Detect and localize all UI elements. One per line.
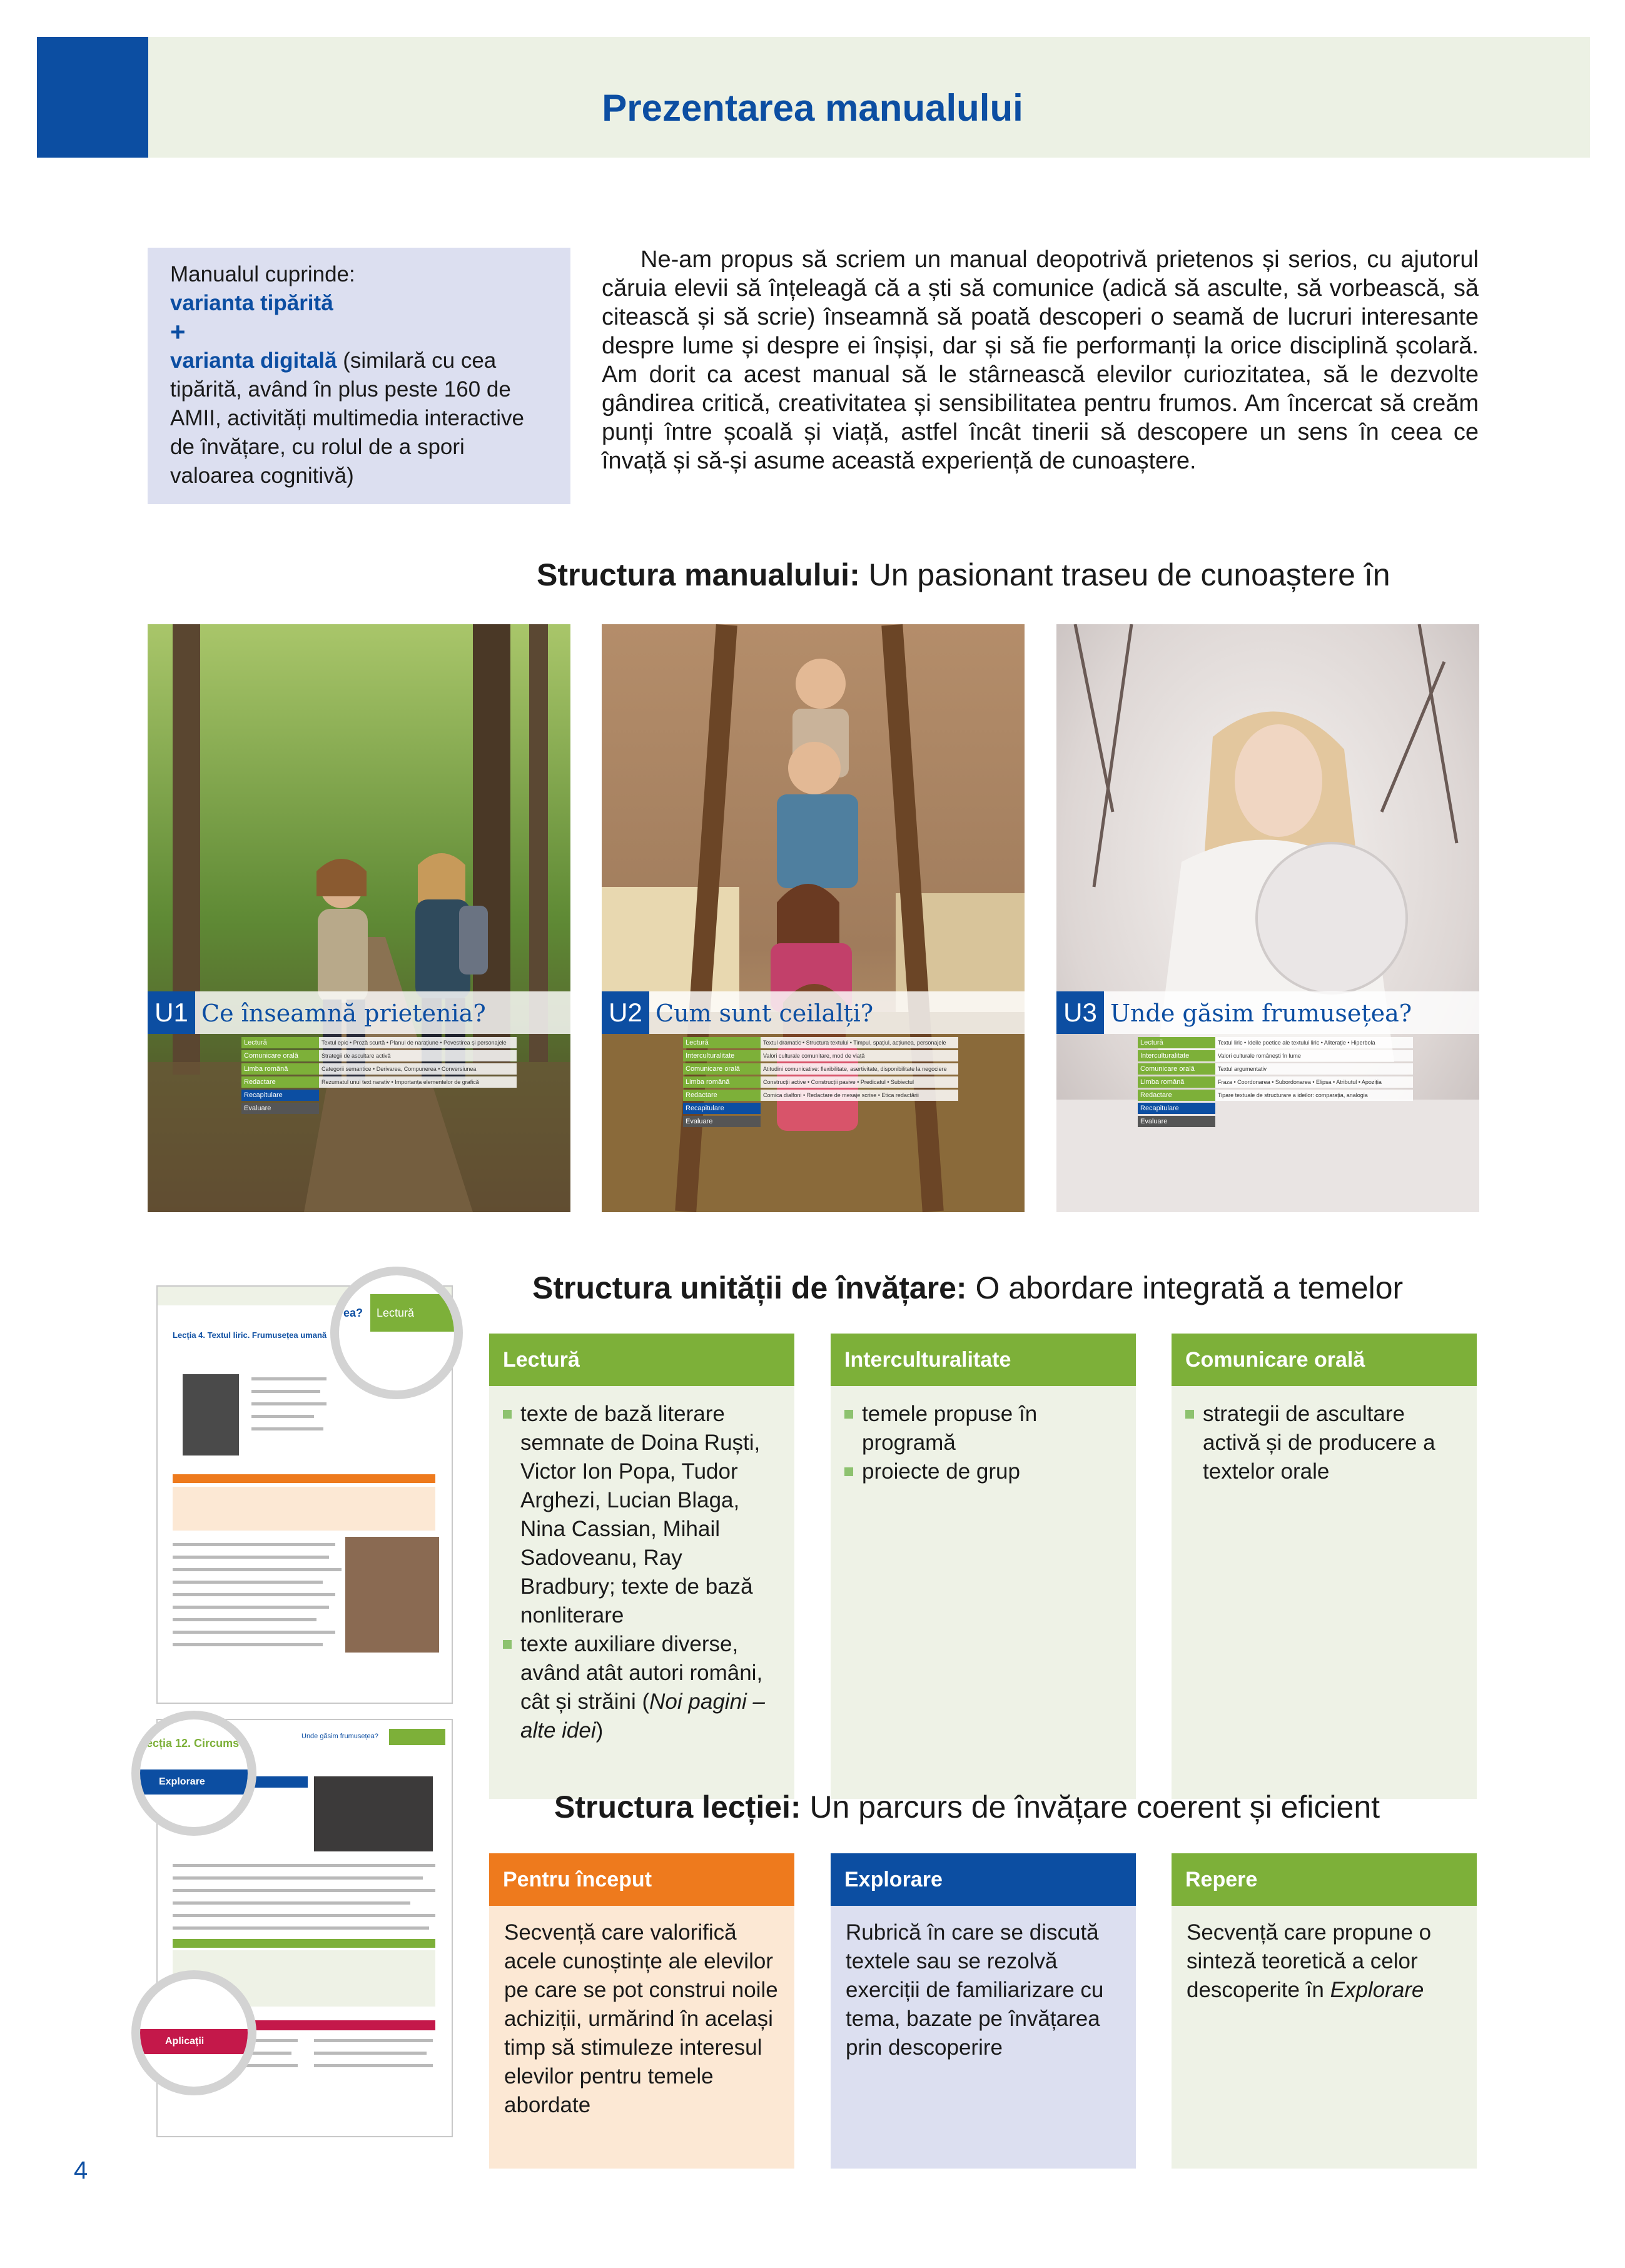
thumb-lesson-title: Lecția 4. Textul liric. Frumusețea umană [173, 1330, 327, 1340]
card-repere-body [1172, 1906, 1477, 2169]
card-pentru-inceput [489, 1853, 794, 2169]
card-interculturalitate [831, 1334, 1136, 1799]
thumb2-photo [314, 1776, 433, 1851]
card-explorare-text: Rubrică în care se discută textele sau se rezolvă exerciții de familiarizare cu tema, bazate pe învățarea prin descoperire [831, 1906, 1136, 2169]
card-comunicare-orala [1172, 1334, 1477, 1799]
unit-2-contents [683, 1037, 958, 1129]
manual-structure-heading [537, 557, 1390, 593]
unit-2-row: Recapitulare [683, 1103, 958, 1114]
unit-1-row: Limba română Categorii semantice • Derivarea, Compunerea • Conversiunea [241, 1063, 517, 1075]
page-title: Prezentarea manualului [602, 87, 1023, 129]
card-comunicare-title: Comunicare orală [1172, 1334, 1477, 1386]
unit-3-number: U3 [1056, 991, 1104, 1034]
digital-variant-text [170, 347, 548, 490]
card-comunicare-item: strategii de ascultare activă și de producere a textelor orale [1184, 1400, 1458, 1486]
unit-1-band [148, 991, 570, 1034]
unit-3-band [1056, 991, 1479, 1034]
forest-illustration [148, 624, 570, 1212]
card-interculturalitate-item: proiecte de grup [843, 1457, 1117, 1486]
unit-3-title: Unde găsim frumusețea? [1110, 1000, 1412, 1027]
unit-2-row: Comunicare orală Atitudini comunicative: flexibilitate, asertivitate, disponibilitate la negociere [683, 1063, 958, 1075]
unit-1-title: Ce înseamnă prietenia? [201, 1000, 486, 1027]
intro-paragraph: Ne-am propus să scriem un manual deopotrivă prietenos și serios, cu ajutorul căruia elevii să înțeleagă că a ști să comunice (adică să asculte, să vorbească, să citească și să scrie) înseamnă să poată descoperi o seamă de lucruri interesante despre lume și despre ei înșiși, dar și să fie performanți la orice disciplină școlară. Am dorit ca acest manual să le stârnească elevilor curiozitatea, să le dezvolte gândirea critică, creativitatea și sensibilitatea pentru frumos. Am încercat să creăm punți între școală și viață, astfel încât tinerii să descopere un sens în ceea ce învață și să-și asume această experiență de cunoaștere. [602, 246, 1479, 474]
card-lectura-item: texte de bază literare semnate de Doina Ruști, Victor Ion Popa, Tudor Arghezi, Lucian Blaga, Nina Cassian, Mihail Sadoveanu, Ray Bradbury; texte de bază nonliterare [502, 1400, 776, 1630]
page-number: 4 [74, 2157, 88, 2184]
digital-variant-desc: (similară cu cea tipărită, având în plus peste 160 de AMII, activități multimedia interactive de învățare, cu rolul de a spori valoarea cognitivă) [170, 348, 525, 488]
digital-variant: varianta digitală [170, 348, 337, 373]
unit-2-photo [602, 624, 1025, 1212]
unit-1-row: Redactare Rezumatul unui text narativ • Importanța elementelor de grafică [241, 1076, 517, 1088]
card-explorare-title: Explorare [831, 1853, 1136, 1906]
unit-2-row: Evaluare [683, 1116, 958, 1127]
thumb-painting [345, 1537, 439, 1653]
thumb-orange-bar [173, 1474, 435, 1483]
card-lectura [489, 1334, 794, 1799]
card-lectura-title: Lectură [489, 1334, 794, 1386]
thumb2-green-bar [173, 1939, 435, 1948]
magnifier-lesson-title: ecția 12. Circums [146, 1737, 240, 1749]
unit-structure-heading-rest: O abordare integrată a temelor [966, 1270, 1404, 1305]
thumb2-header: Unde găsim frumusețea? [301, 1733, 378, 1740]
unit-2-row: Interculturalitate Valori culturale comunitare, mod de viață [683, 1050, 958, 1061]
magnifier-badge: Lectură [370, 1294, 463, 1332]
unit-1-row: Evaluare [241, 1103, 517, 1114]
printed-variant: varianta tipărită [170, 291, 333, 315]
card-pentru-inceput-text: Secvență care valorifică acele cunoștințe ale elevilor pe care se pot construi noile achiziții, urmărind în același timp să stimuleze interesul elevilor pentru temele abordate [489, 1906, 794, 2169]
thumb-orange-box [173, 1487, 435, 1531]
manual-structure-heading-bold: Structura manualului: [537, 557, 860, 592]
card-lectura-item: texte auxiliare diverse, având atât autori români, cât și străini (Noi pagini – alte idei) [502, 1630, 776, 1745]
unit-structure-heading-bold: Structura unității de învățare: [532, 1270, 967, 1305]
card-repere-italic: Explorare [1330, 1978, 1424, 2002]
unit-2-band [602, 991, 1025, 1034]
manual-structure-heading-rest: Un pasionant traseu de cunoaștere în [859, 557, 1390, 592]
unit-3-row: Limba română Fraza • Coordonarea • Subordonarea • Elipsa • Atributul • Apoziția [1138, 1076, 1413, 1088]
card-comunicare-body [1172, 1386, 1477, 1799]
unit-3-contents [1138, 1037, 1413, 1129]
unit-1-row: Comunicare orală Strategii de ascultare activă [241, 1050, 517, 1061]
magnifier-explorare [131, 1711, 256, 1836]
unit-3-row: Evaluare [1138, 1116, 1413, 1127]
contents-intro: Manualul cuprinde: [170, 262, 355, 286]
unit-3-row: Comunicare orală Textul argumentativ [1138, 1063, 1413, 1075]
unit-2-row: Limba română Construcții active • Construcții pasive • Predicatul • Subiectul [683, 1076, 958, 1088]
card-repere [1172, 1853, 1477, 2169]
unit-1-row: Lectură Textul epic • Proză scurtă • Planul de narațiune • Povestirea și personajele [241, 1037, 517, 1048]
unit-3-row: Lectură Textul liric • Ideile poetice ale textului liric • Aliterație • Hiperbola [1138, 1037, 1413, 1048]
unit-2-row: Redactare Comica dialfoni • Redactare de mesaje scrise • Etica redactării [683, 1090, 958, 1101]
unit-3-photo [1056, 624, 1479, 1212]
card-explorare [831, 1853, 1136, 2169]
unit-1-row: Recapitulare [241, 1090, 517, 1101]
lesson-structure-heading-bold: Structura lecției: [554, 1790, 801, 1825]
card-repere-title: Repere [1172, 1853, 1477, 1906]
card-lectura-body [489, 1386, 794, 1799]
magnifier-lectura [330, 1267, 463, 1399]
card-pentru-inceput-title: Pentru început [489, 1853, 794, 1906]
thumb-portrait [183, 1374, 239, 1455]
card-interculturalitate-title: Interculturalitate [831, 1334, 1136, 1386]
magnifier-aplicatii-badge: Aplicații [140, 2029, 253, 2054]
magnifier-aplicatii [131, 1970, 256, 2095]
manual-contents-box [148, 248, 570, 504]
magnifier-explorare-badge: Explorare [140, 1769, 253, 1795]
card-interculturalitate-item: temele propuse în programă [843, 1400, 1117, 1457]
magnifier-question: rea? [339, 1307, 363, 1319]
unit-structure-heading [532, 1270, 1403, 1306]
unit-1-contents [241, 1037, 517, 1116]
lesson-structure-heading-rest: Un parcurs de învățare coerent și eficient [801, 1790, 1380, 1825]
unit-2-number: U2 [602, 991, 649, 1034]
unit-3-row: Interculturalitate Valori culturale românești în lume [1138, 1050, 1413, 1061]
thumb2-green-tab [389, 1729, 445, 1745]
unit-2-row: Lectură Textul dramatic • Structura textului • Timpul, spațiul, acțiunea, personajele [683, 1037, 958, 1048]
unit-1-photo [148, 624, 570, 1212]
unit-3-row: Recapitulare [1138, 1103, 1413, 1114]
card-repere-text: Secvență care propune o sinteză teoretică a celor descoperite în [1187, 1920, 1432, 2002]
lesson-structure-heading [554, 1789, 1380, 1825]
unit-3-row: Redactare Tipare textuale de structurare a ideilor: comparația, analogia [1138, 1090, 1413, 1101]
unit-1-number: U1 [148, 991, 195, 1034]
unit-2-title: Cum sunt ceilalți? [656, 1000, 874, 1027]
plus-sign: + [170, 317, 186, 347]
card-interculturalitate-body [831, 1386, 1136, 1799]
